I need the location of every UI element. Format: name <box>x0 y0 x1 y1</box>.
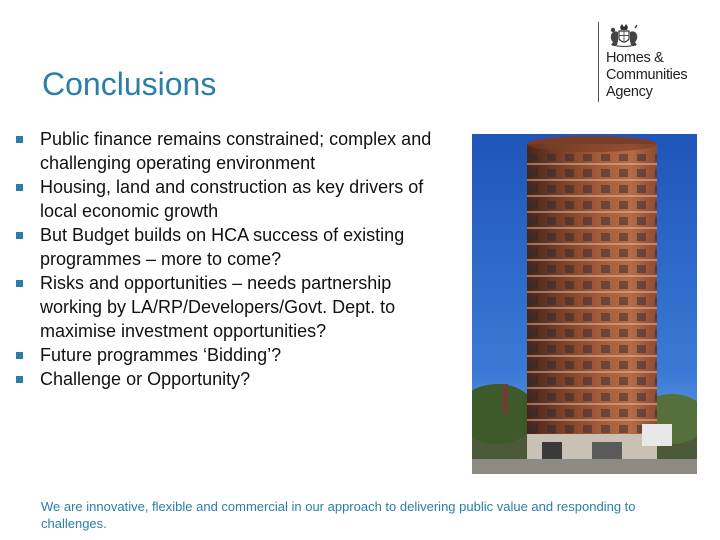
bullet-item <box>16 223 456 271</box>
hca-logo <box>598 22 710 104</box>
bullet-text: But Budget builds on HCA success of existing programmes – more to come? <box>40 225 405 269</box>
bullet-text: Housing, land and construction as key drivers of local economic growth <box>40 177 424 221</box>
logo-divider <box>598 22 599 102</box>
logo-line-3: Agency <box>606 84 653 100</box>
bullet-marker <box>16 376 23 383</box>
slide-footer: We are innovative, flexible and commercial in our approach to delivering public value and responding to challenges. <box>41 499 636 531</box>
logo-line-1: Homes & <box>606 50 664 66</box>
bullet-marker <box>16 232 23 239</box>
bullet-item <box>16 127 456 175</box>
logo-wordmark <box>606 50 687 101</box>
bullet-item <box>16 271 456 343</box>
bullet-text: Future programmes ‘Bidding’? <box>40 345 282 365</box>
bullet-marker <box>16 280 23 287</box>
bullet-list <box>16 127 456 391</box>
tower-photo-image <box>472 134 697 474</box>
slide-title: Conclusions <box>42 66 217 102</box>
logo-line-2: Communities <box>606 67 688 83</box>
bullet-marker <box>16 136 23 143</box>
bullet-item <box>16 367 456 391</box>
bullet-text: Risks and opportunities – needs partnership working by LA/RP/Developers/Govt. Dept. to maximise investment opportunities? <box>40 273 396 341</box>
tower-photo <box>472 134 697 474</box>
bullet-text: Challenge or Opportunity? <box>40 369 251 389</box>
bullet-marker <box>16 184 23 191</box>
bullet-text: Public finance remains constrained; complex and challenging operating environment <box>40 129 432 173</box>
bullet-marker <box>16 352 23 359</box>
royal-crest-icon <box>604 23 644 47</box>
bullet-item <box>16 343 456 367</box>
bullet-item <box>16 175 456 223</box>
